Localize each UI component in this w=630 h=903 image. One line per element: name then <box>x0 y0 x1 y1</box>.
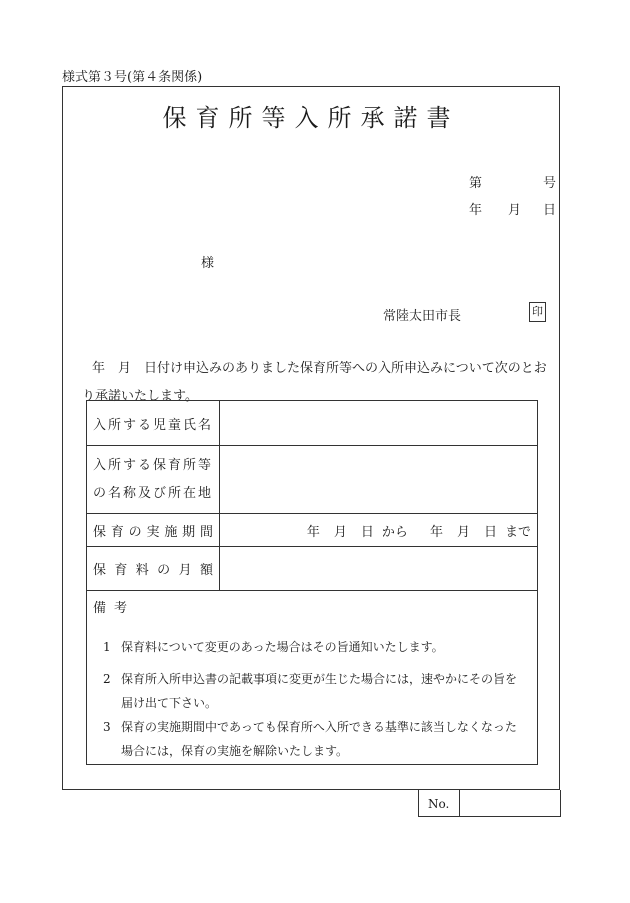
note-text: 保育所入所申込書の記載事項に変更が生じた場合には，速やかにその旨を届け出て下さい。 <box>121 672 518 710</box>
fee-label-char: 保 <box>93 563 107 578</box>
period-value <box>220 521 537 540</box>
facility-field[interactable] <box>220 446 538 514</box>
table-row <box>87 591 538 765</box>
fee-label-char: 月 <box>178 563 192 578</box>
period-from: から <box>381 524 408 540</box>
note-number: 1 <box>103 640 111 654</box>
period-end-day: 日 <box>483 524 497 540</box>
note-item <box>103 635 523 659</box>
file-number-prefix: 第 <box>469 176 483 191</box>
period-label-char: 実 <box>146 524 160 540</box>
period-label-char: の <box>128 524 142 540</box>
period-end-month: 月 <box>456 524 470 540</box>
period-start-month: 月 <box>333 524 347 540</box>
period-label-char: 施 <box>164 524 178 540</box>
document-title: 保育所等入所承諾書 <box>162 104 460 132</box>
notes-cell <box>87 591 538 765</box>
note-item <box>103 715 523 763</box>
fee-field[interactable] <box>220 547 538 591</box>
note-item <box>103 667 523 715</box>
notes-label: 備考 <box>93 601 136 616</box>
fee-label-char: 額 <box>199 563 213 578</box>
number-label: No. <box>428 797 450 811</box>
child-name-label: 入所する児童氏名 <box>87 401 220 446</box>
facility-label-line1: 入所する保育所等 <box>93 457 214 473</box>
file-number-suffix: 号 <box>543 176 557 191</box>
period-label <box>87 514 220 547</box>
period-until: まで <box>504 524 531 540</box>
fee-label-char: の <box>157 563 171 578</box>
approval-statement: 年 月 日付け申込みのありました保育所等への入所申込みについて次のとおり承諾いたします。 <box>82 361 547 404</box>
table-row <box>87 446 538 514</box>
date-year-label: 年 <box>469 203 483 218</box>
table-row <box>87 514 538 547</box>
period-label-text <box>93 521 219 540</box>
seal-mark: 印 <box>529 302 546 322</box>
period-field[interactable] <box>220 514 538 547</box>
date-day-label: 日 <box>543 203 557 218</box>
note-text: 保育の実施期間中であっても保育所へ入所できる基準に該当しなくなった場合には，保育の実施を解除いたします。 <box>121 720 517 758</box>
fee-label <box>87 547 220 591</box>
note-number: 3 <box>103 720 111 734</box>
issuer-name: 常陸太田市長 <box>383 309 462 324</box>
fee-label-char: 育 <box>114 563 128 578</box>
period-end-year: 年 <box>429 524 443 540</box>
period-label-char: 間 <box>199 524 213 540</box>
fee-label-text <box>93 559 219 578</box>
facility-label-line2: の名称及び所在地 <box>93 485 214 501</box>
number-box-divider <box>459 790 460 817</box>
table-row <box>87 401 538 446</box>
fee-label-char: 料 <box>135 563 149 578</box>
period-label-char: 保 <box>93 524 107 540</box>
period-start-day: 日 <box>360 524 374 540</box>
form-number-label: 様式第３号(第４条関係) <box>62 70 203 85</box>
period-label-char: 育 <box>110 524 124 540</box>
approval-table <box>86 400 538 765</box>
addressee-suffix: 様 <box>201 256 215 271</box>
date-month-label: 月 <box>508 203 522 218</box>
note-number: 2 <box>103 672 111 686</box>
facility-label <box>87 446 220 514</box>
child-name-field[interactable] <box>220 401 538 446</box>
period-start-year: 年 <box>306 524 320 540</box>
table-row <box>87 547 538 591</box>
note-text: 保育料について変更のあった場合はその旨通知いたします。 <box>121 640 444 654</box>
period-label-char: 期 <box>182 524 196 540</box>
